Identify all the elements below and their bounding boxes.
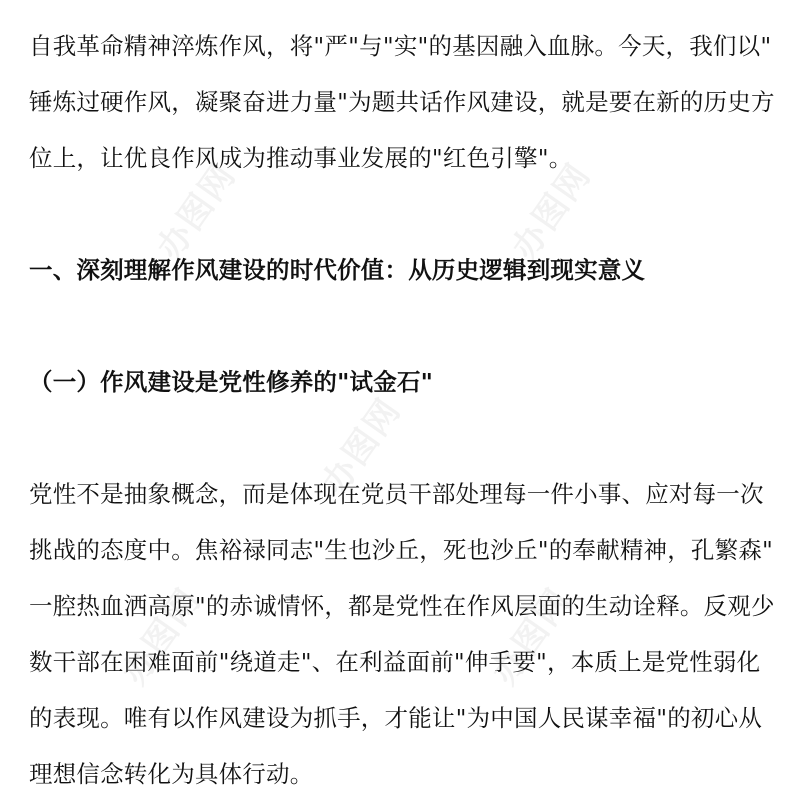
watermark: 办图网 — [149, 155, 245, 268]
section-heading-1: 一、深刻理解作风建设的时代价值：从历史逻辑到现实意义 — [29, 256, 646, 284]
cut-off-text-line — [29, 0, 779, 17]
cut-off-text — [29, 0, 598, 14]
paragraph-2-line-5: 的表现。唯有以作风建设为抓手，才能让"为中国人民谋幸福"的初心从 — [29, 704, 763, 732]
watermark: 办图网 — [314, 390, 410, 503]
watermark: 办图网 — [484, 580, 580, 693]
watermark: 办图网 — [504, 155, 600, 268]
paragraph-1-line-2: 锤炼过硬作风，凝聚奋进力量"为题共话作风建设，就是要在新的历史方 — [29, 88, 775, 116]
paragraph-2-line-3: 一腔热血洒高原"的赤诚情怀，都是党性在作风层面的生动诠释。反观少 — [29, 592, 775, 620]
subsection-heading-1: （一）作风建设是党性修养的"试金石" — [29, 368, 434, 396]
paragraph-2-line-1: 党性不是抽象概念，而是体现在党员干部处理每一件小事、应对每一次 — [29, 480, 764, 508]
watermark: 办图网 — [114, 580, 210, 693]
paragraph-1-line-3: 位上，让优良作风成为推动事业发展的"红色引擎"。 — [29, 144, 573, 172]
paragraph-2-line-4: 数干部在困难面前"绕道走"、在利益面前"伸手要"，本质上是党性弱化 — [29, 648, 761, 676]
paragraph-2-line-6: 理想信念转化为具体行动。 — [29, 760, 314, 788]
paragraph-1-line-1: 自我革命精神淬炼作风，将"严"与"实"的基因融入血脉。今天，我们以" — [29, 32, 772, 60]
paragraph-2-line-2: 挑战的态度中。焦裕禄同志"生也沙丘，死也沙丘"的奉献精神，孔繁森" — [29, 536, 774, 564]
